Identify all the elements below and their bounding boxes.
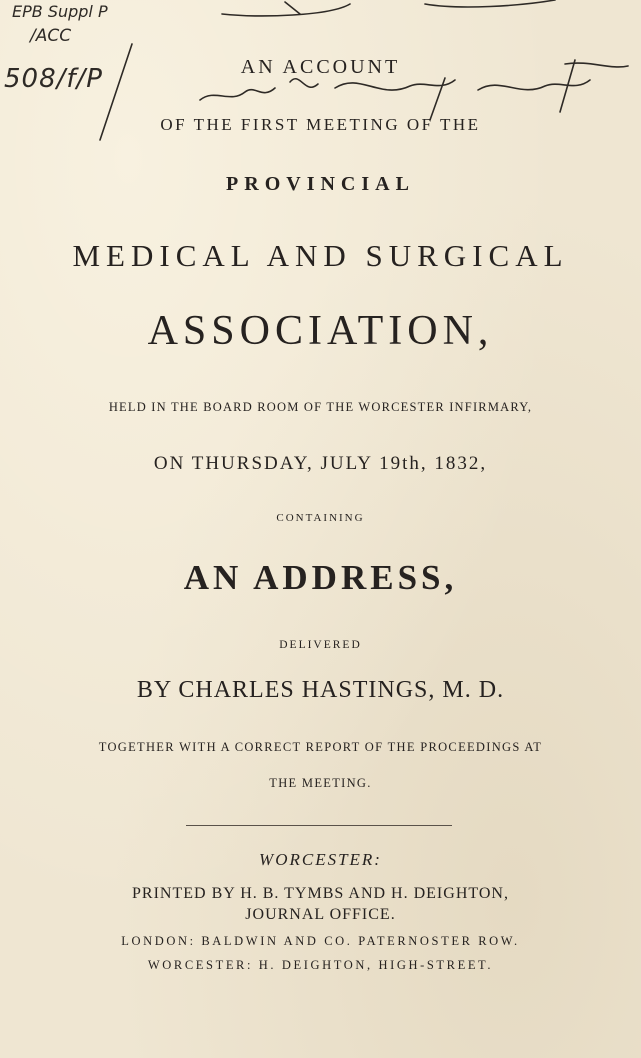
handwritten-acc-note: /ACC [30,26,72,46]
divider-rule [186,825,452,826]
handwritten-shelfmark: EPB Suppl P [12,2,108,21]
title-medical-surgical: MEDICAL AND SURGICAL [72,238,569,273]
title-an-account: AN ACCOUNT [240,56,401,78]
containing-label: CONTAINING [276,512,365,524]
address-heading: AN ADDRESS, [183,558,458,597]
imprint-worcester: WORCESTER: H. DEIGHTON, HIGH-STREET. [147,958,494,972]
held-location: HELD IN THE BOARD ROOM OF THE WORCESTER INFIRMARY, [108,400,533,414]
pen-stroke [430,78,445,120]
pen-stroke [285,2,300,14]
pen-stroke [335,80,455,90]
meeting-date: ON THURSDAY, JULY 19th, 1832, [153,453,488,474]
the-meeting-line: THE MEETING. [269,776,372,790]
pen-stroke [222,4,350,16]
handwritten-catalog-number: 508/f/P [4,64,103,94]
imprint-office: JOURNAL OFFICE. [245,906,396,923]
pen-stroke [290,79,318,87]
author-line: BY CHARLES HASTINGS, M. D. [136,677,505,703]
pen-stroke [200,88,275,100]
pen-stroke [478,80,590,90]
title-provincial: PROVINCIAL [226,173,415,195]
delivered-label: DELIVERED [279,639,362,651]
pen-stroke [425,0,555,7]
imprint-london: LONDON: BALDWIN AND CO. PATERNOSTER ROW. [121,934,520,948]
handwritten-annotations [0,0,641,200]
title-association: ASSOCIATION, [147,308,494,354]
title-first-meeting: OF THE FIRST MEETING OF THE [160,115,481,134]
imprint-place: WORCESTER: [259,850,382,869]
imprint-printer: PRINTED BY H. B. TYMBS AND H. DEIGHTON, [132,885,509,902]
together-with-line: TOGETHER WITH A CORRECT REPORT OF THE PROCEEDINGS AT [98,740,543,754]
